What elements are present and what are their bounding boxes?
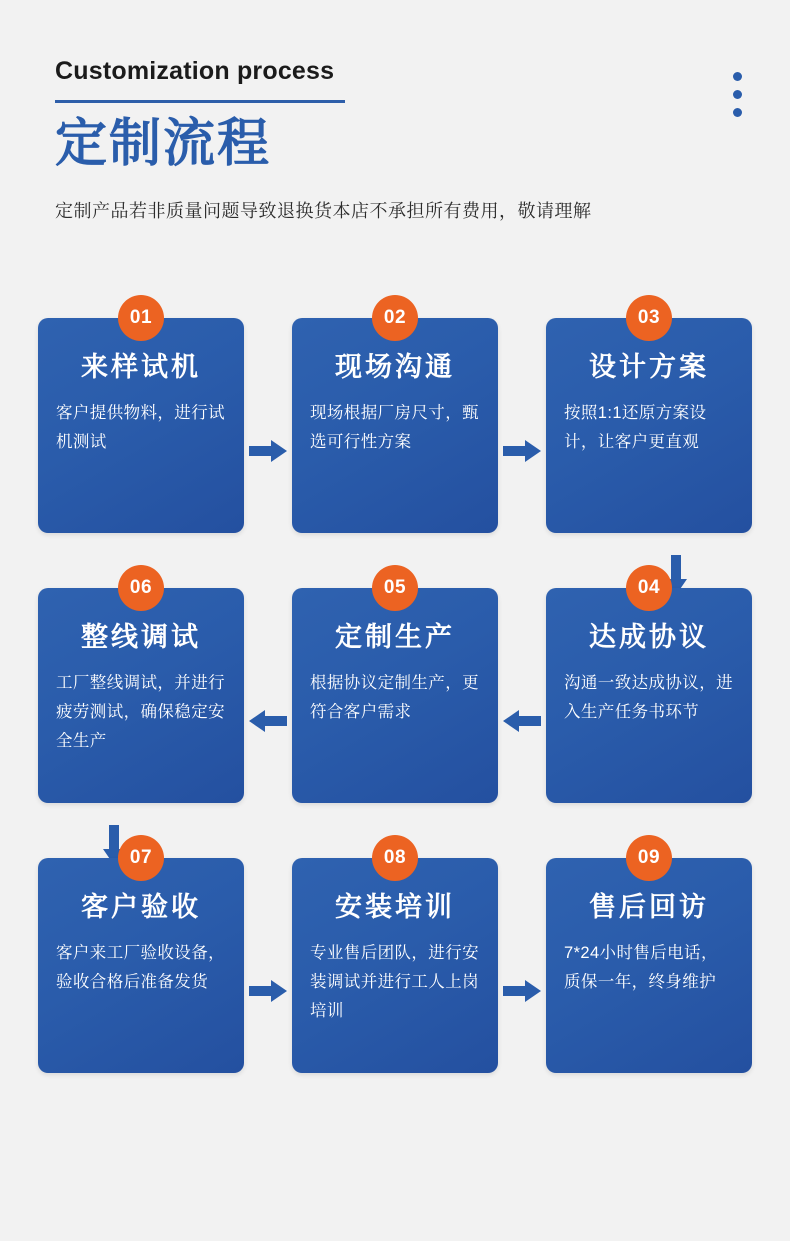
- process-step: [38, 570, 244, 803]
- step-number-badge: 07: [118, 835, 164, 881]
- process-step: [292, 840, 498, 1073]
- step-title: 安装培训: [335, 892, 455, 922]
- process-step: [292, 300, 498, 533]
- step-card-06: [38, 577, 244, 803]
- step-title: 整线调试: [81, 622, 201, 652]
- arrow-right-icon: [503, 440, 541, 462]
- step-number-badge: 05: [372, 565, 418, 611]
- arrow-left-icon: [249, 710, 287, 732]
- step-number-badge: 08: [372, 835, 418, 881]
- page-title-chinese: 定制流程: [55, 114, 272, 173]
- step-number-badge: 03: [626, 295, 672, 341]
- dot-icon: [733, 108, 742, 117]
- process-row-2: [38, 570, 752, 840]
- process-step: [546, 570, 752, 803]
- dot-icon: [733, 90, 742, 99]
- step-title: 客户验收: [81, 892, 201, 922]
- step-number-badge: 02: [372, 295, 418, 341]
- step-card-07: [38, 847, 244, 1073]
- arrow-left-icon: [503, 710, 541, 732]
- step-description: 现场根据厂房尺寸，甄选可行性方案: [310, 404, 479, 451]
- decorative-dots: [733, 72, 742, 117]
- step-description: 工厂整线调试，并进行疲劳测试，确保稳定安全生产: [56, 674, 225, 750]
- process-step: [292, 570, 498, 803]
- dot-icon: [733, 72, 742, 81]
- step-description: 按照1:1还原方案设计，让客户更直观: [564, 404, 707, 451]
- process-step: [546, 840, 752, 1073]
- step-card-04: [546, 577, 752, 803]
- step-card-05: [292, 577, 498, 803]
- process-step: [38, 840, 244, 1073]
- process-row-3: [38, 840, 752, 1110]
- arrow-right-icon: [249, 440, 287, 462]
- header: [55, 58, 755, 223]
- step-card-01: [38, 307, 244, 533]
- step-description: 客户提供物料，进行试机测试: [56, 404, 225, 451]
- arrow-right-icon: [503, 980, 541, 1002]
- step-number-badge: 09: [626, 835, 672, 881]
- step-number-badge: 01: [118, 295, 164, 341]
- step-title: 设计方案: [589, 352, 709, 382]
- step-card-08: [292, 847, 498, 1073]
- step-card-02: [292, 307, 498, 533]
- step-card-09: [546, 847, 752, 1073]
- process-flow: [38, 300, 752, 1110]
- step-description: 沟通一致达成协议，进入生产任务书环节: [564, 674, 733, 721]
- step-description: 7*24小时售后电话，质保一年，终身维护: [564, 944, 718, 991]
- process-row-1: [38, 300, 752, 570]
- arrow-right-icon: [249, 980, 287, 1002]
- disclaimer-note: 定制产品若非质量问题导致退换货本店不承担所有费用，敬请理解: [55, 201, 592, 222]
- step-title: 售后回访: [589, 892, 709, 922]
- step-number-badge: 04: [626, 565, 672, 611]
- step-title: 现场沟通: [335, 352, 455, 382]
- step-title: 定制生产: [335, 622, 455, 652]
- step-card-03: [546, 307, 752, 533]
- step-title: 达成协议: [589, 622, 709, 652]
- step-title: 来样试机: [81, 352, 201, 382]
- step-number-badge: 06: [118, 565, 164, 611]
- process-step: [38, 300, 244, 533]
- step-description: 专业售后团队，进行安装调试并进行工人上岗培训: [310, 944, 479, 1020]
- page-title-english: Customization process: [55, 57, 335, 85]
- title-divider: [55, 100, 345, 103]
- step-description: 客户来工厂验收设备，验收合格后准备发货: [56, 944, 225, 991]
- step-description: 根据协议定制生产，更符合客户需求: [310, 674, 479, 721]
- process-step: [546, 300, 752, 533]
